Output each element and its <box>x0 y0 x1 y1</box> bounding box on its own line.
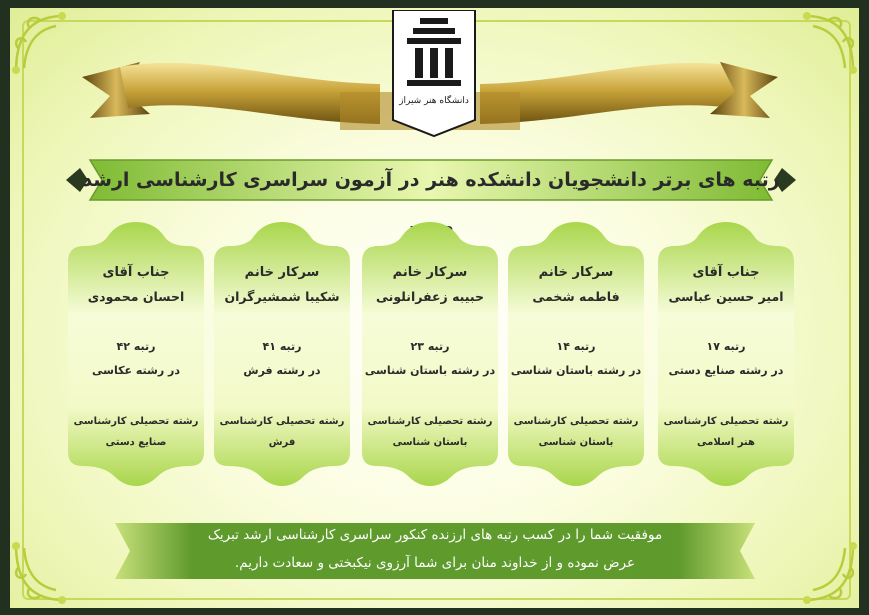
student-card <box>68 222 204 486</box>
student-honorific: جناب آقای <box>102 265 170 280</box>
student-card <box>658 222 794 486</box>
student-card <box>362 222 498 486</box>
student-field: در رشته صنایع دستی <box>668 364 784 377</box>
congratulation-line-2: عرض نموده و از خداوند منان برای شما آرزوی نیکبختی و سعادت داریم. <box>234 555 636 571</box>
corner-ornament-bottom-left <box>10 538 80 608</box>
student-program-label: رشته تحصیلی کارشناسی <box>73 416 199 427</box>
art-university-logo-icon <box>385 10 483 138</box>
title-banner <box>66 154 796 206</box>
corner-ornament-top-left <box>10 8 80 78</box>
student-program: صنایع دستی <box>105 437 167 448</box>
student-name: فاطمه شخمی <box>532 289 620 304</box>
congratulation-line-1: موفقیت شما را در کسب رتبه های ارزنده کنکور سراسری کارشناسی ارشد تبریک <box>207 527 663 543</box>
student-rank: رتبه ۴۱ <box>262 340 302 353</box>
student-rank: رتبه ۴۲ <box>116 340 156 353</box>
student-field: در رشته باستان شناسی <box>510 364 642 377</box>
university-logo <box>385 10 483 138</box>
student-program: باستان شناسی <box>392 437 468 448</box>
congratulation-banner <box>115 515 755 587</box>
student-program-label: رشته تحصیلی کارشناسی <box>367 416 493 427</box>
student-name: احسان محمودی <box>87 289 185 304</box>
student-honorific: جناب آقای <box>692 265 760 280</box>
student-program: باستان شناسی <box>538 437 614 448</box>
student-program-label: رشته تحصیلی کارشناسی <box>663 416 789 427</box>
student-rank: رتبه ۱۷ <box>706 340 746 353</box>
logo-caption: دانشگاه هنر شیراز <box>399 96 469 106</box>
student-card <box>214 222 350 486</box>
page-title: رتبه های برتر دانشجویان دانشکده هنر در آزمون سراسری کارشناسی ارشد <box>82 169 780 191</box>
student-program-label: رشته تحصیلی کارشناسی <box>219 416 345 427</box>
student-program: هنر اسلامی <box>697 437 755 448</box>
student-program-label: رشته تحصیلی کارشناسی <box>513 416 639 427</box>
student-program: فرش <box>268 437 296 448</box>
student-honorific: سرکار خانم <box>244 265 320 280</box>
student-field: در رشته فرش <box>243 364 321 377</box>
student-honorific: سرکار خانم <box>538 265 614 280</box>
student-rank: رتبه ۱۴ <box>556 340 596 353</box>
student-card <box>508 222 644 486</box>
student-field: در رشته عکاسی <box>92 364 180 377</box>
student-honorific: سرکار خانم <box>392 265 468 280</box>
student-name: امیر حسین عباسی <box>668 289 784 304</box>
corner-ornament-top-right <box>789 8 859 78</box>
corner-ornament-bottom-right <box>789 538 859 608</box>
student-name: حبیبه زعفرانلونی <box>375 289 484 304</box>
student-field: در رشته باستان شناسی <box>364 364 496 377</box>
student-name: شکیبا شمشیرگران <box>224 289 340 304</box>
student-rank: رتبه ۲۳ <box>410 340 450 353</box>
